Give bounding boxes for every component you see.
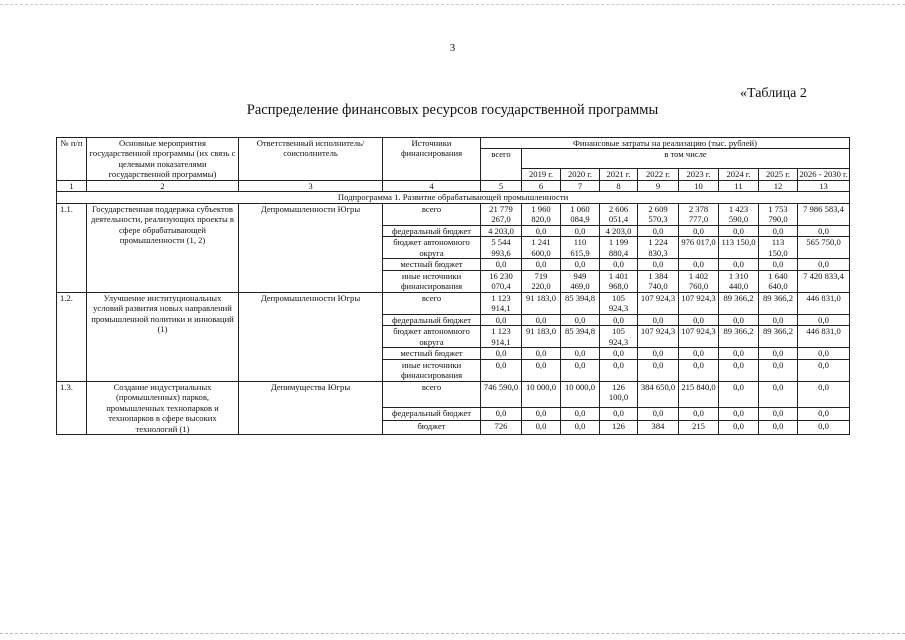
value-year-6: 0,0 [719, 259, 759, 270]
value-year-3: 0,0 [600, 407, 638, 421]
value-total: 746 590,0 [481, 381, 522, 407]
value-year-5: 0,0 [679, 359, 719, 381]
value-year-3: 105 924,3 [600, 326, 638, 348]
measure-name: Государственная поддержка субъектов деятельности, реализующих проекты в сфере обрабатывающей промышленности (1, 2) [87, 203, 239, 292]
funding-source: иные источники финансирования [383, 270, 481, 292]
header-year-8: 2026 - 2030 г. [799, 169, 848, 180]
value-year-1: 91 183,0 [522, 326, 561, 348]
value-year-1: 91 183,0 [522, 292, 561, 314]
column-number-12: 12 [759, 180, 798, 191]
value-year-6: 89 366,2 [719, 326, 759, 348]
header-col-measures: Основные мероприятия государственной программы (их связь с целевыми показателями государственной программы) [87, 138, 239, 181]
responsible-executor: Депимущества Югры [239, 381, 383, 434]
funding-source: всего [383, 203, 481, 225]
funding-source: федеральный бюджет [383, 314, 481, 325]
value-total: 726 [481, 421, 522, 435]
value-year-1: 1 960 820,0 [522, 203, 561, 225]
header-year-1: 2019 г. [522, 169, 561, 180]
column-number-3: 3 [239, 180, 383, 191]
financial-table [56, 137, 850, 435]
value-year-4: 384 [638, 421, 679, 435]
value-total: 21 779 267,0 [481, 203, 522, 225]
value-year-1: 0,0 [522, 421, 561, 435]
value-year-8: 446 831,0 [798, 292, 850, 314]
value-year-1: 0,0 [522, 314, 561, 325]
value-year-4: 1 224 830,3 [638, 237, 679, 259]
header-col-including: в том числе [522, 149, 850, 169]
value-year-1: 0,0 [522, 259, 561, 270]
scan-edge-top [0, 4, 905, 5]
value-year-8: 0,0 [798, 381, 850, 407]
value-year-3: 0,0 [600, 259, 638, 270]
value-year-3: 0,0 [600, 348, 638, 359]
value-year-3: 1 199 880,4 [600, 237, 638, 259]
value-year-1: 0,0 [522, 348, 561, 359]
value-total: 16 230 070,4 [481, 270, 522, 292]
value-year-2: 85 394,8 [561, 326, 600, 348]
value-year-8: 7 986 583,4 [798, 203, 850, 225]
value-year-5: 215 [679, 421, 719, 435]
header-year-7: 2025 г. [759, 169, 798, 180]
measure-number: 1.1. [57, 203, 87, 292]
value-year-7: 0,0 [759, 348, 798, 359]
header-row-1 [57, 138, 850, 149]
column-number-8: 8 [600, 180, 638, 191]
value-year-8: 0,0 [798, 259, 850, 270]
value-year-5: 0,0 [679, 225, 719, 236]
value-year-6: 113 150,0 [719, 237, 759, 259]
value-year-4: 0,0 [638, 407, 679, 421]
value-year-5: 107 924,3 [679, 292, 719, 314]
value-year-8: 0,0 [798, 359, 850, 381]
value-year-3: 126 100,0 [600, 381, 638, 407]
funding-source: федеральный бюджет [383, 407, 481, 421]
column-number-9: 9 [638, 180, 679, 191]
value-year-2: 0,0 [561, 225, 600, 236]
value-total: 0,0 [481, 314, 522, 325]
value-year-8: 0,0 [798, 348, 850, 359]
value-year-6: 0,0 [719, 381, 759, 407]
value-year-7: 89 366,2 [759, 292, 798, 314]
value-year-4: 2 609 570,3 [638, 203, 679, 225]
value-year-8: 446 831,0 [798, 326, 850, 348]
value-year-4: 1 384 740,0 [638, 270, 679, 292]
header-col-total: всего [481, 149, 522, 180]
value-year-7: 0,0 [759, 314, 798, 325]
column-number-6: 6 [522, 180, 561, 191]
measure-number: 1.3. [57, 381, 87, 434]
funding-source: местный бюджет [383, 348, 481, 359]
value-year-6: 0,0 [719, 225, 759, 236]
scan-edge-bottom [0, 633, 905, 634]
value-year-5: 976 017,0 [679, 237, 719, 259]
value-year-1: 0,0 [522, 225, 561, 236]
value-year-4: 107 924,3 [638, 292, 679, 314]
value-year-2: 0,0 [561, 359, 600, 381]
value-year-4: 0,0 [638, 225, 679, 236]
header-year-2: 2020 г. [561, 169, 600, 180]
value-total: 0,0 [481, 407, 522, 421]
funding-source: всего [383, 292, 481, 314]
column-number-7: 7 [561, 180, 600, 191]
value-year-4: 0,0 [638, 259, 679, 270]
value-year-3: 2 606 051,4 [600, 203, 638, 225]
value-year-5: 215 840,0 [679, 381, 719, 407]
value-year-5: 1 402 760,0 [679, 270, 719, 292]
value-year-1: 1 241 600,0 [522, 237, 561, 259]
value-year-7: 0,0 [759, 359, 798, 381]
column-number-5: 5 [481, 180, 522, 191]
document-title: Распределение финансовых ресурсов государственной программы [246, 102, 659, 118]
value-year-6: 89 366,2 [719, 292, 759, 314]
header-col-no: № п/п [57, 138, 87, 181]
value-year-1: 719 220,0 [522, 270, 561, 292]
value-year-7: 1 753 790,0 [759, 203, 798, 225]
value-year-4: 0,0 [638, 359, 679, 381]
value-year-5: 0,0 [679, 348, 719, 359]
value-year-8: 0,0 [798, 225, 850, 236]
header-year-5: 2023 г. [679, 169, 719, 180]
value-year-8: 565 750,0 [798, 237, 850, 259]
value-year-4: 384 650,0 [638, 381, 679, 407]
value-year-8: 0,0 [798, 407, 850, 421]
table-row [57, 381, 850, 407]
value-year-8: 7 420 833,4 [798, 270, 850, 292]
value-year-2: 0,0 [561, 259, 600, 270]
subprogram-title: Подпрограмма 1. Развитие обрабатывающей промышленности [57, 191, 850, 203]
value-total: 1 123 914,1 [481, 292, 522, 314]
column-number-1: 1 [57, 180, 87, 191]
funding-source: всего [383, 381, 481, 407]
responsible-executor: Депромышленности Югры [239, 292, 383, 381]
value-year-8: 0,0 [798, 421, 850, 435]
measure-name: Создание индустриальных (промышленных) парков, промышленных технопарков и технопарков в сфере высоких технологий (1) [87, 381, 239, 434]
funding-source: бюджет автономного округа [383, 237, 481, 259]
header-col-sources: Источники финансирования [383, 138, 481, 181]
header-col-responsible: Ответственный исполнитель/соисполнитель [239, 138, 383, 181]
value-year-6: 1 423 590,0 [719, 203, 759, 225]
value-year-8: 0,0 [798, 314, 850, 325]
value-year-1: 0,0 [522, 359, 561, 381]
value-year-3: 1 401 968,0 [600, 270, 638, 292]
measure-number: 1.2. [57, 292, 87, 381]
value-year-1: 10 000,0 [522, 381, 561, 407]
value-year-3: 0,0 [600, 359, 638, 381]
value-year-6: 0,0 [719, 314, 759, 325]
subprogram-row [57, 191, 850, 203]
funding-source: бюджет автономного округа [383, 326, 481, 348]
column-number-11: 11 [719, 180, 759, 191]
value-year-3: 105 924,3 [600, 292, 638, 314]
value-year-1: 0,0 [522, 407, 561, 421]
value-year-4: 107 924,3 [638, 326, 679, 348]
table-row [57, 292, 850, 314]
header-col-costs: Финансовые затраты на реализацию (тыс. рублей) [481, 138, 850, 149]
value-year-6: 0,0 [719, 407, 759, 421]
value-year-7: 0,0 [759, 381, 798, 407]
page-number: 3 [449, 42, 456, 54]
value-total: 0,0 [481, 259, 522, 270]
column-number-13: 13 [798, 180, 850, 191]
value-year-2: 949 469,0 [561, 270, 600, 292]
table-label: «Таблица 2 [740, 86, 807, 101]
header-year-4: 2022 г. [638, 169, 679, 180]
value-year-5: 0,0 [679, 259, 719, 270]
column-number-10: 10 [679, 180, 719, 191]
value-year-4: 0,0 [638, 348, 679, 359]
value-total: 4 203,0 [481, 225, 522, 236]
funding-source: бюджет [383, 421, 481, 435]
column-number-4: 4 [383, 180, 481, 191]
value-year-2: 0,0 [561, 348, 600, 359]
value-total: 0,0 [481, 359, 522, 381]
value-year-3: 126 [600, 421, 638, 435]
funding-source: федеральный бюджет [383, 225, 481, 236]
value-year-2: 1 060 084,9 [561, 203, 600, 225]
value-year-7: 1 640 640,0 [759, 270, 798, 292]
value-year-7: 113 150,0 [759, 237, 798, 259]
value-total: 1 123 914,1 [481, 326, 522, 348]
measure-name: Улучшение институциональных условий развития новых направлений промышленной политики и инноваций (1) [87, 292, 239, 381]
value-year-2: 85 394,8 [561, 292, 600, 314]
value-year-2: 10 000,0 [561, 381, 600, 407]
value-year-7: 0,0 [759, 407, 798, 421]
value-total: 5 544 993,6 [481, 237, 522, 259]
value-year-2: 0,0 [561, 407, 600, 421]
value-year-7: 0,0 [759, 259, 798, 270]
value-year-6: 1 310 440,0 [719, 270, 759, 292]
value-year-5: 0,0 [679, 407, 719, 421]
value-year-4: 0,0 [638, 314, 679, 325]
column-number-2: 2 [87, 180, 239, 191]
value-year-2: 0,0 [561, 421, 600, 435]
table-row [57, 203, 850, 225]
responsible-executor: Депромышленности Югры [239, 203, 383, 292]
value-total: 0,0 [481, 348, 522, 359]
value-year-5: 2 378 777,0 [679, 203, 719, 225]
funding-source: иные источники финансирования [383, 359, 481, 381]
value-year-6: 0,0 [719, 421, 759, 435]
column-numbers-row [57, 180, 850, 191]
value-year-3: 0,0 [600, 314, 638, 325]
value-year-2: 110 615,9 [561, 237, 600, 259]
value-year-3: 4 203,0 [600, 225, 638, 236]
value-year-7: 0,0 [759, 225, 798, 236]
value-year-6: 0,0 [719, 348, 759, 359]
funding-source: местный бюджет [383, 259, 481, 270]
value-year-6: 0,0 [719, 359, 759, 381]
value-year-5: 107 924,3 [679, 326, 719, 348]
value-year-7: 89 366,2 [759, 326, 798, 348]
value-year-5: 0,0 [679, 314, 719, 325]
header-year-3: 2021 г. [600, 169, 638, 180]
value-year-2: 0,0 [561, 314, 600, 325]
value-year-7: 0,0 [759, 421, 798, 435]
header-year-6: 2024 г. [719, 169, 759, 180]
